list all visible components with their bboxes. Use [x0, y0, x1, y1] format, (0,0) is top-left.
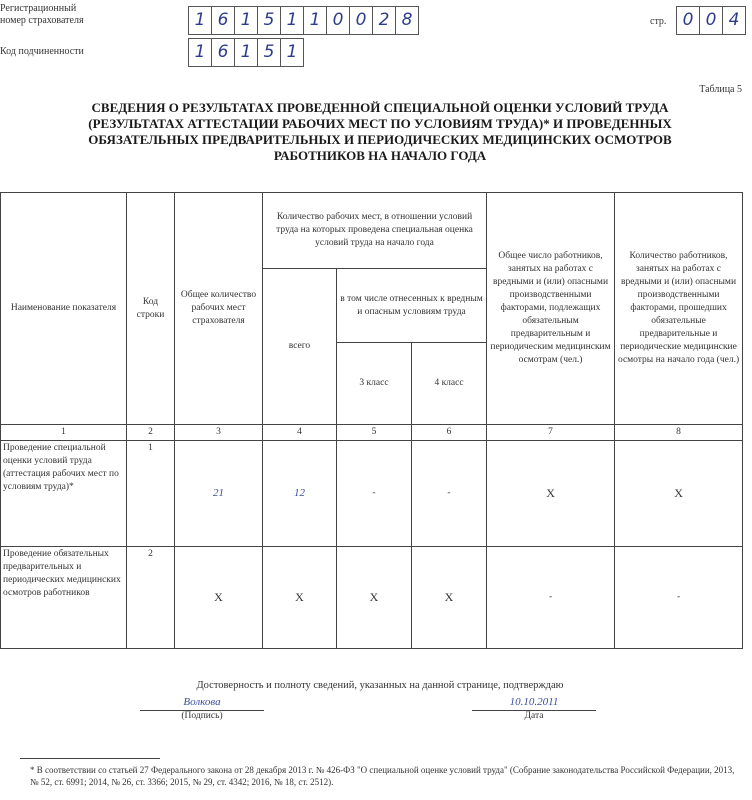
date-label: Дата [524, 711, 544, 721]
reg-digit: 8 [396, 6, 419, 35]
cell-employees: X [487, 441, 615, 547]
footnote: * В соответствии со статьей 27 Федерального закона от 28 декабря 2013 г. № 426-ФЗ "О специальной оценке условий труда" (Собрание законодательства Российской Федерации, 2013, № 52, ст. 6991; 2014, № 26, ст. 3366; 2015, № 29, ст. 4342; 2016, № 18, ст. 2512). [30, 765, 735, 787]
reg-digit: 0 [327, 6, 350, 35]
code-digit: 5 [258, 38, 281, 67]
code-number-cells [188, 38, 304, 67]
header-name: Наименование показателя [1, 193, 127, 425]
cell-class3: X [337, 547, 412, 649]
date-value: 10.10.2011 [472, 694, 596, 711]
row-code: 2 [127, 547, 175, 649]
reg-digit: 6 [212, 6, 235, 35]
row-code: 1 [127, 441, 175, 547]
cell-examined: X [615, 441, 743, 547]
header-class3: 3 класс [337, 343, 412, 425]
reg-digit: 1 [304, 6, 327, 35]
col-number: 4 [263, 425, 337, 441]
code-label: Код подчиненности [0, 46, 84, 57]
cell-class4: X [412, 547, 487, 649]
cell-employees: - [487, 547, 615, 649]
header-employees: Общее число работников, занятых на работах с вредными и (или) опасными производственными факторами, подлежащих обязательным предварительным и периодическим медицинским осмотрам (чел.) [487, 193, 615, 425]
cell-all: 12 [263, 441, 337, 547]
code-digit: 6 [212, 38, 235, 67]
signature-field[interactable] [140, 694, 264, 721]
page-digit: 4 [723, 6, 746, 35]
page-label: стр. [650, 16, 667, 27]
footnote-divider [20, 758, 160, 759]
date-field[interactable] [472, 694, 596, 721]
col-number: 3 [175, 425, 263, 441]
code-digit: 1 [189, 38, 212, 67]
header-code: Код строки [127, 193, 175, 425]
col-number: 1 [1, 425, 127, 441]
header-sout: Количество рабочих мест, в отношении условий труда на которых проведена специальная оценка условий труда на начало года [263, 193, 487, 269]
page-digit: 0 [677, 6, 700, 35]
cell-total: 21 [175, 441, 263, 547]
reg-number-label: Регистрационный номер страхователя [0, 3, 84, 26]
row-name: Проведение специальной оценки условий труда (аттестация рабочих мест по условиям труда)* [1, 441, 127, 547]
col-number: 7 [487, 425, 615, 441]
page-digit: 0 [700, 6, 723, 35]
confirmation-text: Достоверность и полноту сведений, указанных на данной странице, подтверждаю [196, 680, 564, 691]
table-row [1, 547, 743, 649]
page-number-cells [676, 6, 746, 35]
header-harmful: в том числе отнесенных к вредным и опасным условиям труда [337, 269, 487, 343]
header-examined: Количество работников, занятых на работах с вредными и (или) опасными производственными факторами, прошедших обязательные предварительные и периодические медицинские осмотры на начало года (чел.) [615, 193, 743, 425]
reg-digit: 1 [281, 6, 304, 35]
col-number: 2 [127, 425, 175, 441]
col-number: 5 [337, 425, 412, 441]
col-number: 8 [615, 425, 743, 441]
reg-digit: 1 [189, 6, 212, 35]
reg-digit: 0 [350, 6, 373, 35]
header-class4: 4 класс [412, 343, 487, 425]
reg-digit: 2 [373, 6, 396, 35]
cell-total: X [175, 547, 263, 649]
cell-all: X [263, 547, 337, 649]
cell-class4: - [412, 441, 487, 547]
cell-class3: - [337, 441, 412, 547]
results-table [0, 192, 743, 649]
reg-number-cells [188, 6, 419, 35]
code-digit: 1 [235, 38, 258, 67]
col-number: 6 [412, 425, 487, 441]
document-title: СВЕДЕНИЯ О РЕЗУЛЬТАТАХ ПРОВЕДЕННОЙ СПЕЦИАЛЬНОЙ ОЦЕНКИ УСЛОВИЙ ТРУДА (РЕЗУЛЬТАТАХ АТТЕСТАЦИИ РАБОЧИХ МЕСТ ПО УСЛОВИЯМ ТРУДА)* И ПРОВЕДЕННЫХ ОБЯЗАТЕЛЬНЫХ ПРЕДВАРИТЕЛЬНЫХ И ПЕРИОДИЧЕСКИХ МЕДИЦИНСКИХ ОСМОТРОВ РАБОТНИКОВ НА НАЧАЛО ГОДА [88, 100, 672, 163]
header-all: всего [263, 269, 337, 425]
header-total-workplaces: Общее количество рабочих мест страхователя [175, 193, 263, 425]
reg-digit: 5 [258, 6, 281, 35]
signature: Волкова [140, 694, 264, 711]
signature-label: (Подпись) [181, 711, 223, 721]
reg-digit: 1 [235, 6, 258, 35]
cell-examined: - [615, 547, 743, 649]
table-label: Таблица 5 [699, 84, 742, 95]
table-row [1, 441, 743, 547]
code-digit: 1 [281, 38, 304, 67]
row-name: Проведение обязательных предварительных и периодических медицинских осмотров работников [1, 547, 127, 649]
